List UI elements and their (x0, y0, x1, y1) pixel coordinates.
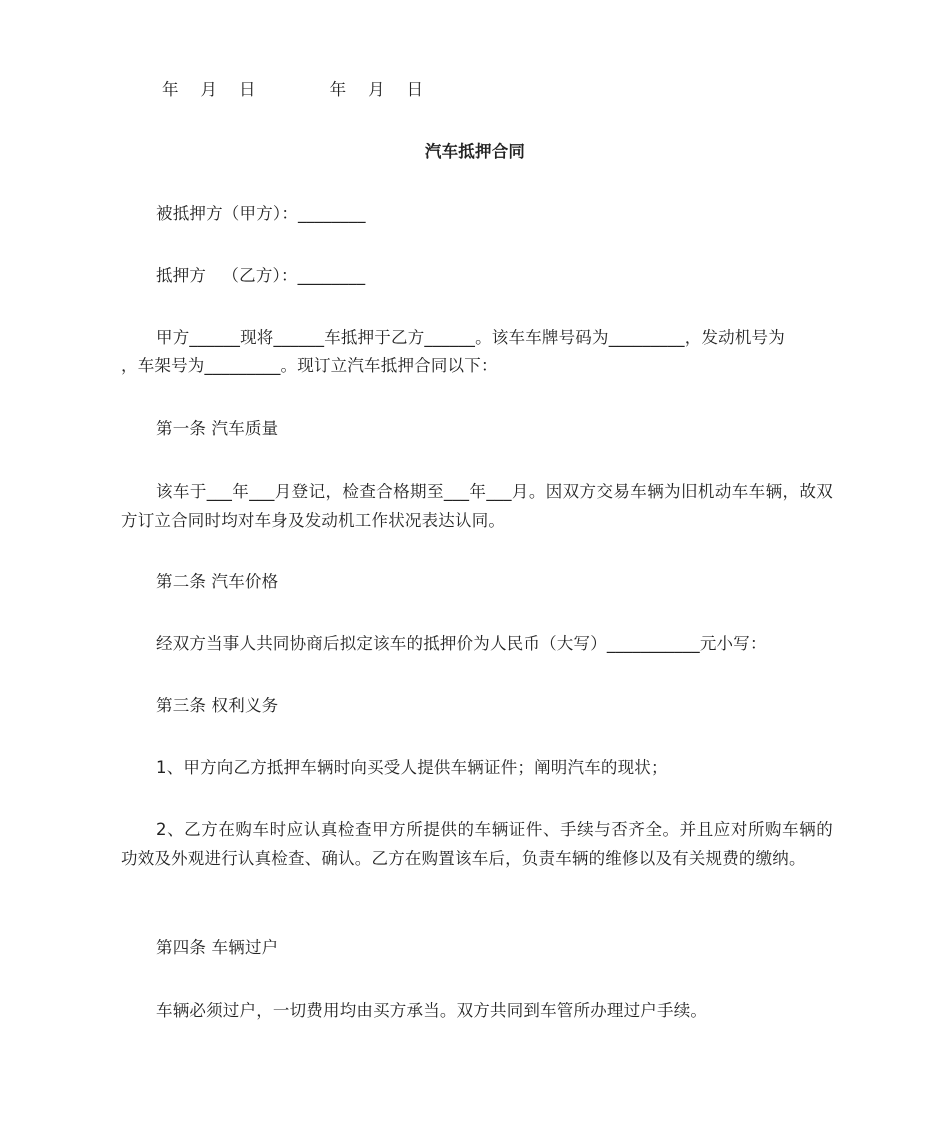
date-right: 年 月 日 (329, 80, 424, 99)
header-dates (162, 79, 423, 101)
date-left: 年 月 日 (162, 80, 256, 99)
article-3-title: 第三条 权利义务 (156, 696, 279, 715)
article-2-body: 经双方当事人共同协商后拟定该车的抵押价为人民币（大写）___________元小写： (156, 634, 767, 653)
article-1-title: 第一条 汽车质量 (156, 419, 279, 438)
intro-line-2: ，车架号为_________。现订立汽车抵押合同以下： (121, 356, 498, 375)
article-4-body: 车辆必须过户，一切费用均由买方承当。双方共同到车管所办理过户手续。 (156, 1001, 708, 1020)
article-3-item-1: 1、甲方向乙方抵押车辆时向买受人提供车辆证件；阐明汽车的现状； (156, 758, 668, 777)
article-2-title: 第二条 汽车价格 (156, 572, 279, 591)
article-3-item-2: 2、乙方在购车时应认真检查甲方所提供的车辆证件、手续与否齐全。并且应对所购车辆的功效及外观进行认真检查、确认。乙方在购置该车后，负责车辆的维修以及有关规费的缴纳。 (121, 820, 833, 868)
party-b-line: 抵押方 （乙方）：________ (156, 266, 366, 285)
intro-line-1: 甲方______现将______车抵押于乙方______。该车车牌号码为_________，发动机号为 (156, 328, 785, 347)
article-1-body: 该车于___年___月登记，检查合格期至___年___月。因双方交易车辆为旧机动车车辆，故双方订立合同时均对车身及发动机工作状况表达认同。 (121, 482, 833, 530)
party-a-line: 被抵押方（甲方）：________ (156, 204, 366, 223)
article-4-title: 第四条 车辆过户 (156, 938, 279, 957)
document-title: 汽车抵押合同 (424, 142, 526, 161)
